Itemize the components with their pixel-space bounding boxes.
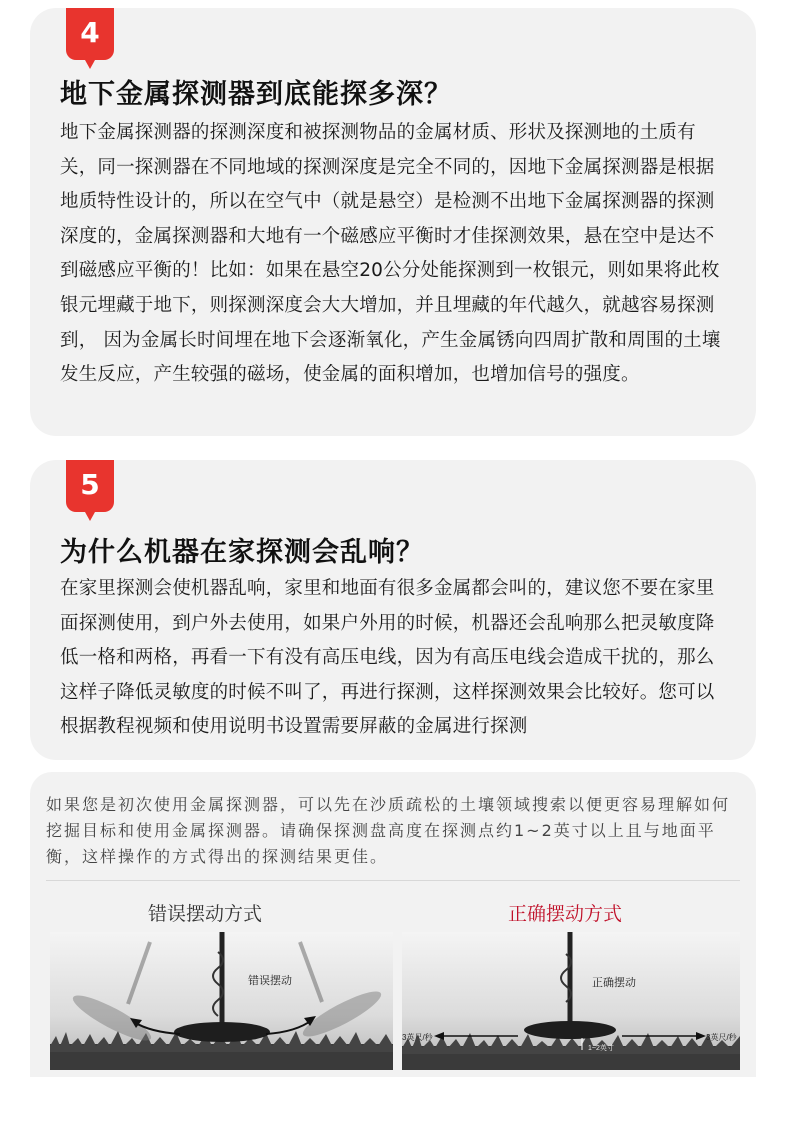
- speed-left-label: 3英尺/秒: [402, 1033, 433, 1042]
- section-number-badge: 4: [66, 8, 114, 60]
- section-title: 为什么机器在家探测会乱响？: [60, 537, 424, 568]
- bottom-blank-area: [0, 1080, 790, 1121]
- section-number-badge: 5: [66, 460, 114, 512]
- wrong-swing-image: [50, 932, 393, 1070]
- right-swing-label: 正确摆动: [592, 977, 636, 989]
- intro-text: 如果您是初次使用金属探测器，可以先在沙质疏松的土壤领域搜索以便更容易理解如何挖掘目标和使用金属探测器。请确保探测盘高度在探测点约1~2英寸以上且与地面平衡，这样操作的方式得出的探测结果更佳。: [46, 795, 731, 866]
- section-4-card: [30, 8, 756, 436]
- section-body: 在家里探测会使机器乱响，家里和地面有很多金属都会叫的，建议您不要在家里面探测使用，到户外去使用，如果户外用的时候，机器还会乱响那么把灵敏度降低一格和两格，再看一下有没有高压电线，因为有高压电线会造成干扰的，那么这样子降低灵敏度的时候不叫了，再进行探测，这样探测效果会比较好。您可以根据教程视频和使用说明书设置需要屏蔽的金属进行探测: [60, 578, 715, 738]
- section-5-card: [30, 460, 756, 760]
- height-label: 1~2英寸: [588, 1045, 614, 1052]
- right-method-title: 正确摆动方式: [508, 903, 623, 925]
- divider: [46, 880, 740, 881]
- section-title: 地下金属探测器到底能探多深？: [60, 79, 452, 110]
- right-swing-image: [402, 932, 740, 1070]
- swing-method-card: [30, 772, 756, 1077]
- wrong-swing-label: 错误摆动: [248, 975, 292, 987]
- speed-right-label: 3英尺/秒: [706, 1033, 737, 1042]
- wrong-method-title: 错误摆动方式: [148, 903, 263, 925]
- section-body: 地下金属探测器的探测深度和被探测物品的金属材质、形状及探测地的土质有关，同一探测器在不同地域的探测深度是完全不同的，因地下金属探测器是根据地质特性设计的，所以在空气中（就是悬空）是检测不出地下金属探测器的探测深度的，金属探测器和大地有一个磁感应平衡时才佳探测效果，悬在空中是达不到磁感应平衡的！比如：如果在悬空20公分处能探测到一枚银元，则如果将此枚银元埋藏于地下，则探测深度会大大增加，并且埋藏的年代越久，就越容易探测到， 因为金属长时间埋在地下会逐渐氧化，产生金属锈向四周扩散和周围的土壤发生反应，产生较强的磁场，使金属的面积增加，也增加信号的强度。: [60, 122, 721, 386]
